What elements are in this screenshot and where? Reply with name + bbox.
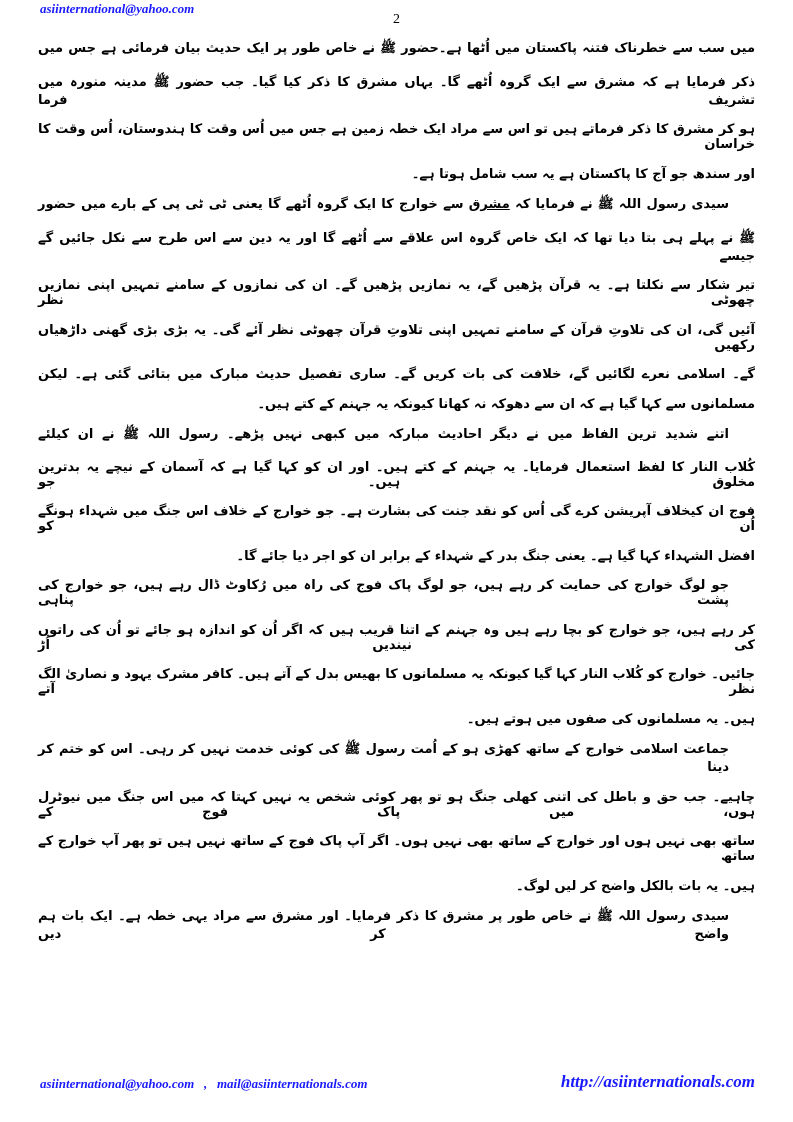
- paragraph-2-line-3: تیر شکار سے نکلتا ہے۔ یہ قرآن پڑھیں گے، یہ نمازیں پڑھیں گے۔ ان کی نمازوں کے سامنے تمہیں اپنی نمازیں چھوٹی نظر: [38, 278, 755, 308]
- paragraph-3-line-4: افضل الشہداء کہا گیا ہے۔ یعنی جنگ بدر کے شہداء کے برابر ان کو اجر دیا جائے گا۔: [236, 548, 755, 564]
- paragraph-2-line-1: [38, 196, 755, 215]
- paragraph-4-line-4: ہیں۔ یہ مسلمانوں کی صفوں میں ہوتے ہیں۔: [466, 711, 755, 727]
- paragraph-3-line-1: اتنے شدید ترین الفاظ میں نے دیگر احادیث مبارکہ میں کبھی نہیں پڑھے۔ رسول اللہ ﷺ نے ان کیلئے: [38, 427, 729, 442]
- header-email[interactable]: asiinternational@yahoo.com: [40, 1, 195, 16]
- paragraph-5-line-3: ساتھ بھی نہیں ہوں اور خوارج کے ساتھ بھی نہیں ہوں۔ اگر آپ پاک فوج کے ساتھ نہیں ہیں تو پھر آپ خوارج کے ساتھ: [38, 834, 755, 864]
- document-body: [38, 40, 755, 957]
- paragraph-4-line-2: کر رہے ہیں، جو خوارج کو بچا رہے ہیں وہ جہنم کے اتنا قریب ہیں کہ اگر اُن کو اندازہ ہو جائے تو اُن کی راتوں کی نیندیں اُڑ: [38, 622, 755, 653]
- footer-website[interactable]: http://asiinternationals.com: [560, 1072, 755, 1091]
- underlined-word: مشرق: [468, 197, 510, 212]
- paragraph-3-line-3: فوج ان کیخلاف آپریشن کرے گی اُس کو نقد جنت کی بشارت ہے۔ جو خوارج کے خلاف اس جنگ میں شہداء ہونگے اُن کو: [38, 504, 755, 534]
- paragraph-2-line-5: گے۔ اسلامی نعرے لگائیں گے، خلافت کی بات کریں گے۔ ساری تفصیل حدیث مبارک میں بتائی گئی ہے۔ لیکن: [38, 367, 755, 382]
- paragraph-1-line-1: میں سب سے خطرناک فتنہ پاکستان میں اُٹھا ہے۔حضور ﷺ نے خاص طور پر ایک حدیث بیان فرمائی ہے جس میں: [38, 41, 755, 56]
- paragraph-5-line-4: ہیں۔ یہ بات بالکل واضح کر لیں لوگ۔: [515, 878, 755, 894]
- paragraph-4-line-3: جائیں۔ خوارج کو کُلاب النار کہا گیا کیونکہ یہ مسلمانوں کا بھیس بدل کے آتے ہیں۔ کافر مشرک یہود و نصاریٰ الگ نظر آتے: [38, 667, 755, 697]
- footer-emails[interactable]: asiinternational@yahoo.com , mail@asiinternationals.com: [40, 1076, 368, 1091]
- text-segment: سے خوارج کا ایک گروہ اُٹھے گا یعنی ٹی ٹی پی کے بارے میں حضور: [38, 197, 469, 212]
- paragraph-5-line-2: چاہیے۔ جب حق و باطل کی اتنی کھلی جنگ ہو تو پھر کوئی شخص یہ نہیں کہتا کہ میں اس جنگ میں نیوٹرل ہوں، میں پاک فوج کے: [38, 789, 755, 820]
- paragraph-1-line-2: ذکر فرمایا ہے کہ مشرق سے ایک گروہ اُٹھے گا۔ یہاں مشرق کا ذکر کیا گیا۔ جب حضور ﷺ مدینہ منورہ میں تشریف فرما: [38, 74, 755, 108]
- paragraph-3-line-2: کُلاب النار کا لفظ استعمال فرمایا۔ یہ جہنم کے کتے ہیں۔ اور ان کو کہا گیا ہے کہ آسمان کے نیچے یہ بدترین مخلوق ہیں۔ جو: [38, 459, 755, 490]
- paragraph-2-line-6: مسلمانوں سے کہا گیا ہے کہ ان سے دھوکہ نہ کھانا کیونکہ یہ جہنم کے کتے ہیں۔: [257, 396, 755, 412]
- paragraph-2-line-2: ﷺ نے پہلے ہی بتا دیا تھا کہ ایک خاص گروہ اس علاقے سے اُٹھے گا اور یہ دین سے اس طرح سے نکل جائیں گے جیسے: [38, 230, 755, 264]
- paragraph-6-line-1: سیدی رسول اللہ ﷺ نے خاص طور پر مشرق کا ذکر فرمایا۔ اور مشرق سے مراد یہی خطہ ہے۔ ایک بات ہم واضح کر دیں: [38, 909, 729, 942]
- page-number: 2: [393, 12, 400, 27]
- text-segment: سیدی رسول اللہ ﷺ نے فرمایا کہ: [509, 197, 730, 212]
- paragraph-1-line-4: اور سندھ جو آج کا پاکستان ہے یہ سب شامل ہوتا ہے۔: [411, 166, 755, 182]
- paragraph-4-line-1: جو لوگ خوارج کی حمایت کر رہے ہیں، جو لوگ پاک فوج کی راہ میں رُکاوٹ ڈال رہے ہیں، جو خوارج کی پشت پناہی: [38, 578, 729, 608]
- paragraph-1-line-3: ہو کر مشرق کا ذکر فرماتے ہیں تو اس سے مراد ایک خطہ زمین ہے جس میں اُس وقت کا ہندوستان، اُس وقت کا خراسان: [38, 122, 755, 152]
- paragraph-5-line-1: جماعت اسلامی خوارج کے ساتھ کھڑی ہو کے اُمت رسول ﷺ کی کوئی خدمت نہیں کر رہی۔ اس کو ختم کر دینا: [38, 742, 729, 775]
- paragraph-2-line-4: آئیں گی، ان کی تلاوتِ قرآن کے سامنے تمہیں اپنی تلاوتِ قرآن چھوٹی نظر آئے گی۔ یہ بڑی بڑی گھنی داڑھیاں رکھیں: [38, 322, 755, 353]
